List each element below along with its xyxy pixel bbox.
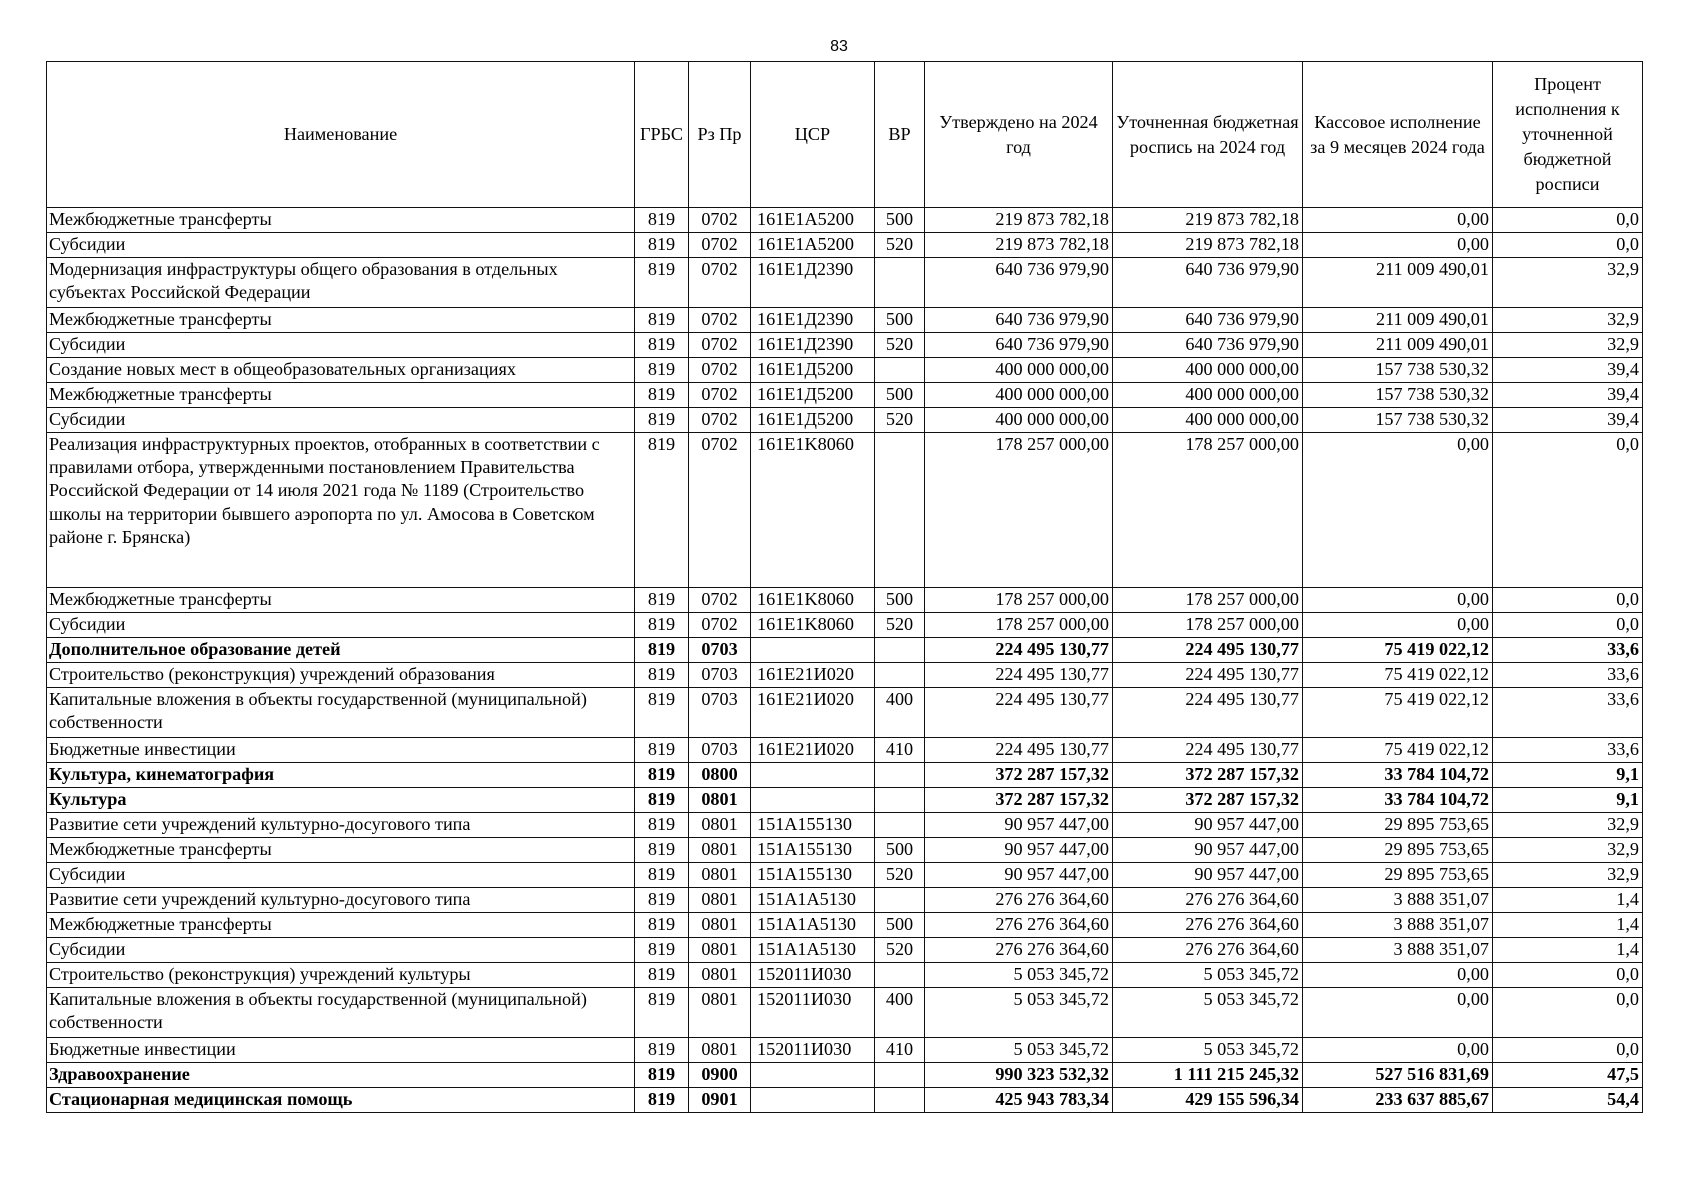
- cell-percent: 47,5: [1493, 1063, 1643, 1088]
- cell-approved: 400 000 000,00: [925, 383, 1113, 408]
- cell-rzpr: 0702: [689, 208, 751, 233]
- cell-vr: [875, 763, 925, 788]
- header-grbs: ГРБС: [635, 62, 689, 208]
- table-row: [47, 888, 1643, 913]
- cell-percent: 1,4: [1493, 913, 1643, 938]
- cell-grbs: 819: [635, 738, 689, 763]
- cell-name: Субсидии: [47, 408, 635, 433]
- cell-name: Строительство (реконструкция) учреждений культуры: [47, 963, 635, 988]
- cell-approved: 372 287 157,32: [925, 763, 1113, 788]
- cell-approved: 224 495 130,77: [925, 663, 1113, 688]
- cell-executed: 29 895 753,65: [1303, 863, 1493, 888]
- cell-grbs: 819: [635, 358, 689, 383]
- cell-name: Субсидии: [47, 863, 635, 888]
- cell-vr: [875, 638, 925, 663]
- table-row: [47, 208, 1643, 233]
- cell-percent: 9,1: [1493, 788, 1643, 813]
- cell-executed: 527 516 831,69: [1303, 1063, 1493, 1088]
- cell-approved: 425 943 783,34: [925, 1088, 1113, 1113]
- header-executed: Кассовое исполнение за 9 месяцев 2024 года: [1303, 62, 1493, 208]
- cell-grbs: 819: [635, 963, 689, 988]
- cell-approved: 178 257 000,00: [925, 433, 1113, 588]
- cell-rzpr: 0801: [689, 788, 751, 813]
- cell-refined: 640 736 979,90: [1113, 258, 1303, 308]
- cell-approved: 5 053 345,72: [925, 988, 1113, 1038]
- table-row: [47, 788, 1643, 813]
- cell-executed: 157 738 530,32: [1303, 383, 1493, 408]
- cell-name: Межбюджетные трансферты: [47, 208, 635, 233]
- cell-rzpr: 0703: [689, 688, 751, 738]
- cell-executed: 0,00: [1303, 963, 1493, 988]
- cell-name: Дополнительное образование детей: [47, 638, 635, 663]
- cell-rzpr: 0800: [689, 763, 751, 788]
- cell-approved: 224 495 130,77: [925, 738, 1113, 763]
- cell-csr: 151A155130: [751, 813, 875, 838]
- table-row: [47, 433, 1643, 588]
- cell-csr: [751, 1063, 875, 1088]
- cell-rzpr: 0702: [689, 258, 751, 308]
- cell-csr: 151A155130: [751, 863, 875, 888]
- cell-name: Межбюджетные трансферты: [47, 838, 635, 863]
- cell-approved: 219 873 782,18: [925, 233, 1113, 258]
- cell-refined: 276 276 364,60: [1113, 888, 1303, 913]
- table-row: [47, 1088, 1643, 1113]
- cell-grbs: 819: [635, 813, 689, 838]
- cell-approved: 640 736 979,90: [925, 333, 1113, 358]
- cell-refined: 5 053 345,72: [1113, 988, 1303, 1038]
- cell-csr: 161E1A5200: [751, 233, 875, 258]
- cell-executed: 211 009 490,01: [1303, 258, 1493, 308]
- cell-percent: 0,0: [1493, 588, 1643, 613]
- cell-refined: 224 495 130,77: [1113, 738, 1303, 763]
- cell-csr: 151A1A5130: [751, 938, 875, 963]
- cell-approved: 400 000 000,00: [925, 358, 1113, 383]
- cell-refined: 372 287 157,32: [1113, 763, 1303, 788]
- cell-approved: 5 053 345,72: [925, 1038, 1113, 1063]
- cell-refined: 90 957 447,00: [1113, 863, 1303, 888]
- cell-executed: 3 888 351,07: [1303, 888, 1493, 913]
- cell-rzpr: 0801: [689, 863, 751, 888]
- table-row: [47, 588, 1643, 613]
- header-approved: Утверждено на 2024 год: [925, 62, 1113, 208]
- cell-executed: 0,00: [1303, 588, 1493, 613]
- cell-grbs: 819: [635, 888, 689, 913]
- cell-csr: 152011И030: [751, 963, 875, 988]
- cell-vr: 520: [875, 408, 925, 433]
- cell-executed: 0,00: [1303, 233, 1493, 258]
- cell-csr: [751, 1088, 875, 1113]
- cell-vr: 520: [875, 233, 925, 258]
- header-refined: Уточненная бюджетная роспись на 2024 год: [1113, 62, 1303, 208]
- cell-grbs: 819: [635, 788, 689, 813]
- cell-name: Культура, кинематография: [47, 763, 635, 788]
- cell-csr: 152011И030: [751, 988, 875, 1038]
- cell-vr: [875, 1088, 925, 1113]
- cell-name: Модернизация инфраструктуры общего образования в отдельных субъектах Российской Федерации: [47, 258, 635, 308]
- cell-vr: 500: [875, 308, 925, 333]
- cell-rzpr: 0801: [689, 1038, 751, 1063]
- cell-vr: 400: [875, 988, 925, 1038]
- table-row: [47, 233, 1643, 258]
- cell-approved: 276 276 364,60: [925, 938, 1113, 963]
- cell-percent: 1,4: [1493, 938, 1643, 963]
- cell-rzpr: 0702: [689, 408, 751, 433]
- cell-vr: 520: [875, 863, 925, 888]
- cell-csr: 161E1Д5200: [751, 383, 875, 408]
- cell-vr: 400: [875, 688, 925, 738]
- cell-executed: 157 738 530,32: [1303, 408, 1493, 433]
- cell-vr: 520: [875, 613, 925, 638]
- cell-vr: [875, 813, 925, 838]
- cell-refined: 1 111 215 245,32: [1113, 1063, 1303, 1088]
- cell-rzpr: 0801: [689, 838, 751, 863]
- table-row: [47, 738, 1643, 763]
- cell-grbs: 819: [635, 1038, 689, 1063]
- cell-name: Межбюджетные трансферты: [47, 383, 635, 408]
- cell-executed: 75 419 022,12: [1303, 663, 1493, 688]
- cell-csr: 161E1Д5200: [751, 408, 875, 433]
- cell-executed: 211 009 490,01: [1303, 333, 1493, 358]
- table-row: [47, 763, 1643, 788]
- cell-rzpr: 0703: [689, 738, 751, 763]
- cell-refined: 90 957 447,00: [1113, 838, 1303, 863]
- cell-name: Межбюджетные трансферты: [47, 588, 635, 613]
- cell-refined: 429 155 596,34: [1113, 1088, 1303, 1113]
- cell-approved: 90 957 447,00: [925, 813, 1113, 838]
- cell-rzpr: 0702: [689, 433, 751, 588]
- cell-approved: 224 495 130,77: [925, 638, 1113, 663]
- table-body: [47, 208, 1643, 1113]
- cell-percent: 33,6: [1493, 738, 1643, 763]
- table-row: [47, 863, 1643, 888]
- cell-percent: 33,6: [1493, 663, 1643, 688]
- cell-approved: 276 276 364,60: [925, 913, 1113, 938]
- header-percent: Процент исполнения к уточненной бюджетной росписи: [1493, 62, 1643, 208]
- cell-grbs: 819: [635, 433, 689, 588]
- cell-executed: 3 888 351,07: [1303, 913, 1493, 938]
- table-row: [47, 383, 1643, 408]
- cell-refined: 640 736 979,90: [1113, 308, 1303, 333]
- cell-vr: 520: [875, 333, 925, 358]
- cell-refined: 219 873 782,18: [1113, 233, 1303, 258]
- cell-rzpr: 0801: [689, 913, 751, 938]
- cell-refined: 224 495 130,77: [1113, 638, 1303, 663]
- cell-rzpr: 0801: [689, 938, 751, 963]
- cell-rzpr: 0703: [689, 663, 751, 688]
- cell-percent: 32,9: [1493, 813, 1643, 838]
- cell-refined: 219 873 782,18: [1113, 208, 1303, 233]
- cell-csr: 161E1K8060: [751, 433, 875, 588]
- cell-percent: 1,4: [1493, 888, 1643, 913]
- cell-refined: 400 000 000,00: [1113, 358, 1303, 383]
- cell-rzpr: 0900: [689, 1063, 751, 1088]
- cell-executed: 33 784 104,72: [1303, 788, 1493, 813]
- cell-csr: 151A1A5130: [751, 913, 875, 938]
- cell-name: Стационарная медицинская помощь: [47, 1088, 635, 1113]
- cell-approved: 224 495 130,77: [925, 688, 1113, 738]
- cell-name: Субсидии: [47, 233, 635, 258]
- cell-rzpr: 0801: [689, 888, 751, 913]
- cell-vr: 410: [875, 1038, 925, 1063]
- table-row: [47, 308, 1643, 333]
- cell-vr: [875, 1063, 925, 1088]
- cell-refined: 178 257 000,00: [1113, 613, 1303, 638]
- cell-approved: 640 736 979,90: [925, 258, 1113, 308]
- cell-grbs: 819: [635, 938, 689, 963]
- cell-approved: 276 276 364,60: [925, 888, 1113, 913]
- cell-approved: 219 873 782,18: [925, 208, 1113, 233]
- cell-rzpr: 0702: [689, 383, 751, 408]
- cell-grbs: 819: [635, 1063, 689, 1088]
- table-row: [47, 613, 1643, 638]
- cell-csr: 161E1K8060: [751, 588, 875, 613]
- cell-grbs: 819: [635, 383, 689, 408]
- table-row: [47, 813, 1643, 838]
- cell-csr: 152011И030: [751, 1038, 875, 1063]
- cell-vr: [875, 433, 925, 588]
- cell-executed: 0,00: [1303, 613, 1493, 638]
- cell-name: Реализация инфраструктурных проектов, отобранных в соответствии с правилами отбора, утвержденными постановлением Правительства Российской Федерации от 14 июля 2021 года № 1189 (Строительство школы на территории бывшего аэропорта по ул. Амосова в Советском районе г. Брянска): [47, 433, 635, 588]
- cell-executed: 29 895 753,65: [1303, 838, 1493, 863]
- cell-executed: 29 895 753,65: [1303, 813, 1493, 838]
- cell-csr: 161E1Д5200: [751, 358, 875, 383]
- cell-csr: 161E21И020: [751, 663, 875, 688]
- cell-name: Межбюджетные трансферты: [47, 913, 635, 938]
- cell-rzpr: 0703: [689, 638, 751, 663]
- cell-csr: [751, 763, 875, 788]
- table-row: [47, 1038, 1643, 1063]
- cell-name: Капитальные вложения в объекты государственной (муниципальной) собственности: [47, 988, 635, 1038]
- cell-refined: 224 495 130,77: [1113, 663, 1303, 688]
- cell-percent: 39,4: [1493, 358, 1643, 383]
- cell-csr: [751, 638, 875, 663]
- cell-executed: 75 419 022,12: [1303, 738, 1493, 763]
- table-row: [47, 988, 1643, 1038]
- cell-csr: 161E1K8060: [751, 613, 875, 638]
- cell-grbs: 819: [635, 638, 689, 663]
- cell-grbs: 819: [635, 333, 689, 358]
- cell-rzpr: 0702: [689, 308, 751, 333]
- table-row: [47, 938, 1643, 963]
- cell-vr: [875, 358, 925, 383]
- cell-grbs: 819: [635, 988, 689, 1038]
- table-row: [47, 638, 1643, 663]
- cell-percent: 39,4: [1493, 408, 1643, 433]
- cell-vr: [875, 888, 925, 913]
- cell-grbs: 819: [635, 613, 689, 638]
- cell-refined: 276 276 364,60: [1113, 913, 1303, 938]
- cell-name: Создание новых мест в общеобразовательных организациях: [47, 358, 635, 383]
- table-row: [47, 258, 1643, 308]
- cell-vr: [875, 788, 925, 813]
- cell-csr: [751, 788, 875, 813]
- cell-percent: 32,9: [1493, 333, 1643, 358]
- cell-executed: 75 419 022,12: [1303, 638, 1493, 663]
- cell-csr: 161E1Д2390: [751, 333, 875, 358]
- header-csr: ЦСР: [751, 62, 875, 208]
- table-row: [47, 1063, 1643, 1088]
- cell-grbs: 819: [635, 663, 689, 688]
- cell-vr: 500: [875, 588, 925, 613]
- table-row: [47, 333, 1643, 358]
- budget-table: [46, 61, 1643, 1113]
- cell-vr: [875, 963, 925, 988]
- cell-approved: 400 000 000,00: [925, 408, 1113, 433]
- table-row: [47, 688, 1643, 738]
- cell-rzpr: 0702: [689, 333, 751, 358]
- cell-percent: 32,9: [1493, 838, 1643, 863]
- cell-vr: 500: [875, 383, 925, 408]
- table-row: [47, 408, 1643, 433]
- page-number: 83: [830, 38, 848, 55]
- cell-vr: [875, 663, 925, 688]
- cell-percent: 0,0: [1493, 963, 1643, 988]
- cell-rzpr: 0702: [689, 588, 751, 613]
- cell-refined: 276 276 364,60: [1113, 938, 1303, 963]
- cell-percent: 32,9: [1493, 308, 1643, 333]
- table-header-row: [47, 62, 1643, 208]
- cell-approved: 990 323 532,32: [925, 1063, 1113, 1088]
- cell-executed: 33 784 104,72: [1303, 763, 1493, 788]
- cell-refined: 5 053 345,72: [1113, 963, 1303, 988]
- cell-executed: 157 738 530,32: [1303, 358, 1493, 383]
- cell-executed: 211 009 490,01: [1303, 308, 1493, 333]
- cell-executed: 75 419 022,12: [1303, 688, 1493, 738]
- cell-approved: 640 736 979,90: [925, 308, 1113, 333]
- cell-approved: 178 257 000,00: [925, 613, 1113, 638]
- cell-percent: 0,0: [1493, 233, 1643, 258]
- cell-approved: 372 287 157,32: [925, 788, 1113, 813]
- table-row: [47, 663, 1643, 688]
- cell-rzpr: 0702: [689, 358, 751, 383]
- table-row: [47, 963, 1643, 988]
- cell-percent: 0,0: [1493, 613, 1643, 638]
- cell-executed: 0,00: [1303, 433, 1493, 588]
- header-rzpr: Рз Пр: [689, 62, 751, 208]
- cell-rzpr: 0801: [689, 988, 751, 1038]
- cell-grbs: 819: [635, 308, 689, 333]
- cell-name: Строительство (реконструкция) учреждений образования: [47, 663, 635, 688]
- cell-grbs: 819: [635, 838, 689, 863]
- cell-vr: [875, 258, 925, 308]
- cell-percent: 54,4: [1493, 1088, 1643, 1113]
- cell-name: Культура: [47, 788, 635, 813]
- cell-csr: 151A155130: [751, 838, 875, 863]
- cell-approved: 90 957 447,00: [925, 838, 1113, 863]
- cell-vr: 500: [875, 838, 925, 863]
- cell-percent: 32,9: [1493, 258, 1643, 308]
- cell-name: Субсидии: [47, 938, 635, 963]
- cell-refined: 178 257 000,00: [1113, 588, 1303, 613]
- cell-name: Здравоохранение: [47, 1063, 635, 1088]
- cell-name: Межбюджетные трансферты: [47, 308, 635, 333]
- header-vr: ВР: [875, 62, 925, 208]
- cell-approved: 90 957 447,00: [925, 863, 1113, 888]
- cell-grbs: 819: [635, 233, 689, 258]
- cell-rzpr: 0901: [689, 1088, 751, 1113]
- cell-name: Капитальные вложения в объекты государственной (муниципальной) собственности: [47, 688, 635, 738]
- cell-percent: 33,6: [1493, 688, 1643, 738]
- cell-percent: 33,6: [1493, 638, 1643, 663]
- cell-percent: 32,9: [1493, 863, 1643, 888]
- cell-vr: 410: [875, 738, 925, 763]
- table-row: [47, 913, 1643, 938]
- cell-refined: 372 287 157,32: [1113, 788, 1303, 813]
- cell-grbs: 819: [635, 258, 689, 308]
- cell-refined: 400 000 000,00: [1113, 383, 1303, 408]
- cell-vr: 520: [875, 938, 925, 963]
- cell-grbs: 819: [635, 208, 689, 233]
- cell-csr: 161E21И020: [751, 738, 875, 763]
- cell-percent: 0,0: [1493, 208, 1643, 233]
- cell-name: Развитие сети учреждений культурно-досугового типа: [47, 888, 635, 913]
- cell-rzpr: 0801: [689, 813, 751, 838]
- cell-percent: 0,0: [1493, 1038, 1643, 1063]
- cell-grbs: 819: [635, 588, 689, 613]
- cell-refined: 90 957 447,00: [1113, 813, 1303, 838]
- table-row: [47, 838, 1643, 863]
- cell-percent: 9,1: [1493, 763, 1643, 788]
- cell-grbs: 819: [635, 763, 689, 788]
- cell-csr: 151A1A5130: [751, 888, 875, 913]
- cell-rzpr: 0702: [689, 613, 751, 638]
- cell-executed: 0,00: [1303, 1038, 1493, 1063]
- cell-percent: 0,0: [1493, 988, 1643, 1038]
- cell-executed: 3 888 351,07: [1303, 938, 1493, 963]
- cell-csr: 161E1A5200: [751, 208, 875, 233]
- cell-name: Субсидии: [47, 613, 635, 638]
- cell-name: Развитие сети учреждений культурно-досугового типа: [47, 813, 635, 838]
- cell-vr: 500: [875, 208, 925, 233]
- cell-csr: 161E1Д2390: [751, 308, 875, 333]
- cell-executed: 0,00: [1303, 988, 1493, 1038]
- cell-approved: 178 257 000,00: [925, 588, 1113, 613]
- cell-percent: 0,0: [1493, 433, 1643, 588]
- cell-csr: 161E1Д2390: [751, 258, 875, 308]
- cell-refined: 178 257 000,00: [1113, 433, 1303, 588]
- cell-grbs: 819: [635, 1088, 689, 1113]
- table-row: [47, 358, 1643, 383]
- cell-grbs: 819: [635, 863, 689, 888]
- cell-csr: 161E21И020: [751, 688, 875, 738]
- cell-executed: 0,00: [1303, 208, 1493, 233]
- cell-grbs: 819: [635, 688, 689, 738]
- cell-rzpr: 0801: [689, 963, 751, 988]
- cell-name: Субсидии: [47, 333, 635, 358]
- cell-rzpr: 0702: [689, 233, 751, 258]
- cell-refined: 640 736 979,90: [1113, 333, 1303, 358]
- cell-grbs: 819: [635, 913, 689, 938]
- cell-refined: 224 495 130,77: [1113, 688, 1303, 738]
- cell-refined: 400 000 000,00: [1113, 408, 1303, 433]
- cell-percent: 39,4: [1493, 383, 1643, 408]
- cell-name: Бюджетные инвестиции: [47, 1038, 635, 1063]
- cell-refined: 5 053 345,72: [1113, 1038, 1303, 1063]
- cell-vr: 500: [875, 913, 925, 938]
- header-name: Наименование: [47, 62, 635, 208]
- cell-approved: 5 053 345,72: [925, 963, 1113, 988]
- cell-grbs: 819: [635, 408, 689, 433]
- cell-executed: 233 637 885,67: [1303, 1088, 1493, 1113]
- cell-name: Бюджетные инвестиции: [47, 738, 635, 763]
